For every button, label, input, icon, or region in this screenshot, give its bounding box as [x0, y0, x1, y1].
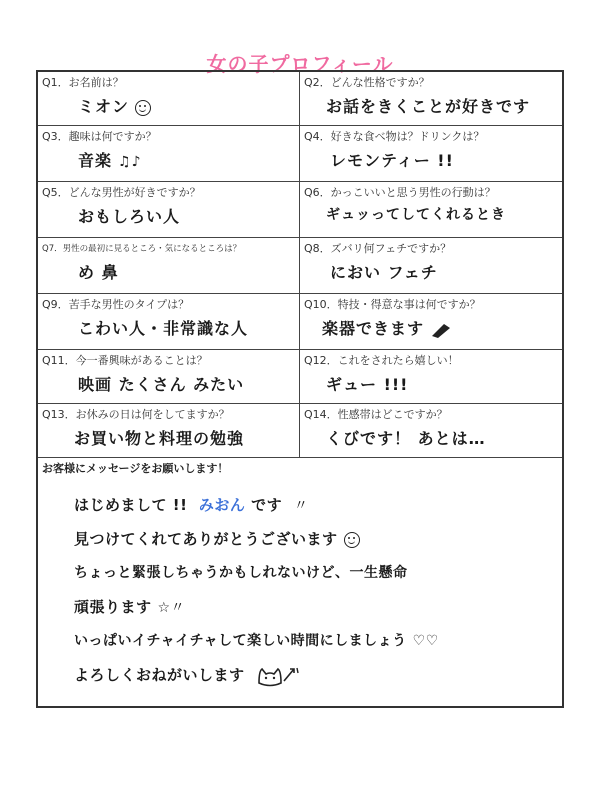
answer-text: 音楽 ♫♪ — [78, 151, 142, 170]
question-label: Q11．今一番興味があることは？ — [42, 354, 208, 367]
question-label: Q3．趣味は何ですか？ — [42, 130, 157, 143]
question-label: Q2．どんな性格ですか？ — [304, 76, 430, 89]
question-cell-2 — [300, 72, 562, 126]
answer-text: お買い物と料理の勉強 — [74, 429, 245, 448]
question-label: Q8．ズバリ何フェチですか？ — [304, 242, 452, 255]
answer-text: ギュッってしてくれるとき — [326, 207, 506, 223]
message-text: 頑張ります — [74, 598, 152, 616]
smiley-face-icon — [135, 100, 151, 116]
answer-text: こわい人・非常識な人 — [78, 319, 249, 338]
message-label: お客様にメッセージをお願いします！ — [42, 462, 229, 475]
question-cell-14 — [300, 404, 562, 458]
question-cell-5 — [38, 182, 300, 238]
profile-sheet — [36, 70, 564, 708]
smiley-face-icon — [344, 532, 360, 548]
message-line-3 — [74, 556, 544, 590]
question-cell-12 — [300, 350, 562, 404]
question-cell-9 — [38, 294, 300, 350]
question-label: Q5．どんな男性が好きですか？ — [42, 186, 201, 199]
answer-text: におい フェチ — [330, 263, 438, 282]
question-cell-11 — [38, 350, 300, 404]
question-label: Q12．これをされたら嬉しい！ — [304, 354, 459, 367]
question-label: Q7．男性の最初に見るところ・気になるところは？ — [42, 244, 242, 254]
question-grid — [38, 72, 562, 458]
question-label: Q9．苦手な男性のタイプは？ — [42, 298, 190, 311]
sparkle-icon: 〃 — [293, 497, 309, 514]
question-label: Q4．好きな食べ物は？ドリンクは？ — [304, 130, 485, 143]
answer-text: 楽器できます — [322, 316, 452, 339]
question-label: Q13．お休みの日は何をしてますか？ — [42, 408, 230, 421]
message-line-2 — [74, 522, 544, 556]
greeting-end: です — [251, 496, 283, 514]
greeting-text: はじめまして !! — [74, 496, 188, 514]
answer-text: お話をきくことが好きです — [326, 97, 531, 116]
answer-text: おもしろい人 — [78, 207, 181, 226]
message-lines — [74, 488, 544, 692]
answer-text: 映画 たくさん みたい — [78, 375, 245, 394]
question-label: Q1．お名前は？ — [42, 76, 124, 89]
question-cell-8 — [300, 238, 562, 294]
music-note-icon: ♫♪ — [118, 153, 142, 170]
message-text: ちょっと緊張しちゃうかもしれないけど、一生懸命 — [74, 565, 408, 581]
answer-text: ギュー !!! — [326, 375, 409, 394]
question-label: Q6．かっこいいと思う男性の行動は？ — [304, 186, 496, 199]
question-cell-7 — [38, 238, 300, 294]
question-cell-1 — [38, 72, 300, 126]
question-cell-3 — [38, 126, 300, 182]
message-text: いっぱいイチャイチャして楽しい時間にしましょう — [74, 633, 407, 649]
answer-text: め 鼻 — [78, 263, 119, 282]
answer-text: くびです！ あとは… — [326, 429, 486, 448]
message-line-6 — [74, 658, 544, 692]
question-label: Q14．性感帯はどこですか？ — [304, 408, 448, 421]
question-cell-4 — [300, 126, 562, 182]
question-cell-13 — [38, 404, 300, 458]
message-line-1 — [74, 488, 544, 522]
page-title: 女の子プロフィール — [206, 52, 394, 76]
message-line-4 — [74, 590, 544, 624]
message-line-5 — [74, 624, 544, 658]
girl-name: みおん — [198, 496, 246, 514]
question-cell-10 — [300, 294, 562, 350]
heart-icon: ♡♡ — [412, 633, 439, 649]
question-label: Q10．特技・得意な事は何ですか？ — [304, 298, 481, 311]
star-icon: ☆〃 — [157, 599, 186, 616]
answer-text: ミオン — [78, 94, 151, 117]
cat-face-icon — [256, 665, 300, 687]
message-text: 見つけてくれてありがとうございます — [74, 530, 338, 548]
question-cell-6 — [300, 182, 562, 238]
message-text: よろしくおねがいします — [74, 666, 245, 684]
message-box — [38, 458, 562, 706]
marker-pen-icon — [430, 322, 452, 338]
answer-text: レモンティー !! — [330, 151, 454, 170]
